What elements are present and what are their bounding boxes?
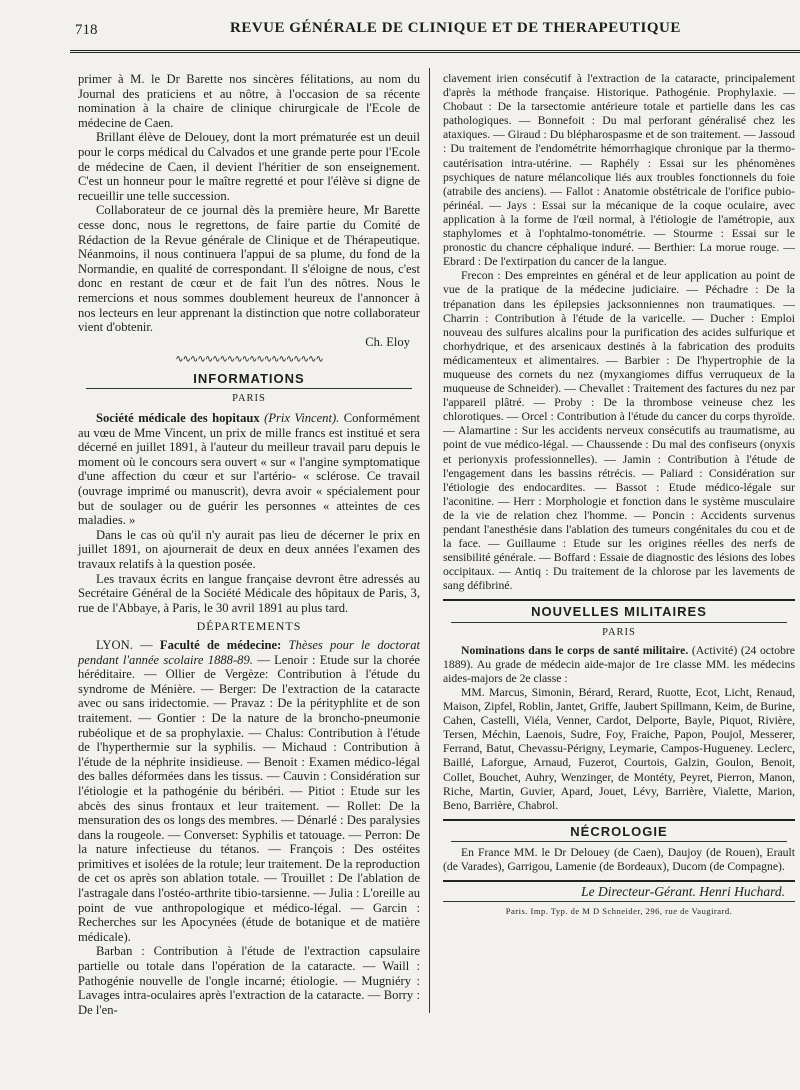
section-title-necrologie: NÉCROLOGIE (570, 823, 668, 839)
paragraph: Brillant élève de Delouey, dont la mort prématurée est un deuil pour le corps médical du Calvados et une grande perte pour l'Ecole de médecine de Caen, il devient l'héritier de son enseignement. C'est un honneur pour le maître regretté et pour l'élève si digne de recueillir une telle succession. (78, 130, 420, 203)
subsection-departements: DÉPARTEMENTS (196, 619, 302, 634)
faculty-label: Faculté de médecine: (159, 637, 282, 652)
section-rule (451, 841, 787, 842)
footer-rule (443, 901, 795, 902)
ornament-divider: ∿∿∿∿∿∿∿∿∿∿∿∿∿∿∿∿∿∿∿∿ (175, 354, 323, 366)
theses-heading: Thèses pour le doctorat pendant l'année scolaire 1888-89. (78, 637, 421, 667)
notice-lyon (78, 638, 420, 944)
header-rule (70, 50, 800, 53)
section-rule (443, 599, 795, 601)
page-number: 718 (75, 22, 98, 38)
section-rule (451, 622, 787, 623)
paragraph: Les travaux écrits en langue française devront être adressés au Secrétaire Général de la Société Médicale des hôpitaux de Paris, 3, rue de l'Abbaye, à Paris, le 30 avril 1891 au plus tard. (78, 571, 420, 615)
director-name: Le Directeur-Gérant. Henri Huchard. (581, 884, 785, 900)
necrology-text: En France MM. le Dr Delouey (de Caen), Daujoy (de Rouen), Erault (de Varades), Garrigou, Lamenie (de Bordeaux), Ducom (de Compagne). (443, 845, 795, 873)
notice-prize: (Prix Vincent). (264, 411, 340, 426)
section-rule (443, 819, 795, 821)
notice-title: Société médicale des hopitaux (96, 411, 260, 426)
city-label: LYON. — (96, 637, 153, 652)
notice-text: Conformément au vœu de Mme Vincent, un prix de mille francs est institué et sera décerné en juillet 1891, à l'auteur du meilleur travail paru depuis le moment où le concours sera ouvert « sur « l'angine symptomatique d'une affection du cœur et sur l'artério- « sclérose. Ce travail (ouvrage imprimé ou manuscrit), devra avoir « spécialement pour but de soulager ou de guérir les personnes « atteintes de ces maladies. » (78, 411, 421, 528)
paragraph: primer à M. le Dr Barette nos sincères félitations, au nom du Journal des praticiens et au nôtre, à l'occasion de sa récente nomination à la chaire de clinique chirurgicale de l'Ecole de médecine de Caen. (78, 72, 420, 130)
right-column (443, 72, 795, 918)
notice-title: Nominations dans le corps de santé militaire. (461, 643, 689, 657)
signature: Ch. Eloy (365, 334, 410, 349)
section-title-militaires: NOUVELLES MILITAIRES (531, 604, 707, 620)
paragraph: clavement irien consécutif à l'extraction de la cataracte, principalement d'après la méthode française. Historique. Pathogénie. Prophylaxie. — Chobaut : De la tarsectomie antérieure totale et partielle dans les cas pathologiques. — Bonnefoit : Du mal perforant généralisé chez les ataxiques. — Giraud : Du blépharospasme et de son traitement. — Jassoud : Du traitement de l'endométrite hémorrhagique chronique par la thermo-cautérisation intra-utérine. — Raphély : Essai sur les phénomènes psychiques de nature mélancolique liés aux troubles fonctionnels du foie (atrabile des anciens). — Fallot : Anatomie obstétricale de l'orifice pubio-périnéal. — Jays : Essai sur la mécanique de la coque oculaire, avec application à la forme de l'œil normal, à l'étiologie de l'amétropie, aux staphylomes et à l'ophtalmo-tonométrie. — Stourme : Essai sur le pronostic du chancre céphalique induré. — Berthier: La morue rouge. — Ebrard : De l'extirpation du cancer de la langue. (443, 72, 795, 269)
names-list: MM. Marcus, Simonin, Bérard, Rerard, Ruotte, Ecot, Licht, Renaud, Maison, Zipfel, Roblin, Jantet, Griffe, Jaubert Spillmann, Keim, de Burine, Cahen, Castelli, Viéla, Venner, Cardot, Delporte, Bayle, Piquot, Rivière, Tersen, Méchin, Laenois, Sudre, Foy, Fraiche, Papon, Poujol, Messerer, Ferrand, Batut, Chevassu-Périgny, Leymarie, Campos-Hugueney. Leclerc, Baillé, Laforgue, Arnaud, Fuzerot, Courtois, Galzin, Goulon, Benoit, Collet, Bouchet, Auhry, Wenzinger, de Montéty, Peyret, Pierron, Manon, Riche, Martin, Guvier, Apard, Jouet, Lévy, Barrière, Vialette, Marion, Beno, Barrière, Chabrol. (443, 685, 795, 812)
running-title: REVUE GÉNÉRALE DE CLINIQUE ET DE THERAPEUTIQUE (230, 20, 681, 36)
paragraph: Barban : Contribution à l'étude de l'extraction capsulaire partielle ou totale dans l'opération de la cataracte. — Waill : Pathogénie nouvelle de l'ongle incarné; étiologie. — Mugniéry : Lavages intra-oculaires après l'extraction de la cataracte. — Borry : De l'en- (78, 944, 420, 1017)
paragraph: Dans le cas où qu'il n'y aurait pas lieu de décerner le prix en juillet 1891, on ajournerait de deux en deux années l'examen des travaux relatifs à la question posée. (78, 527, 420, 571)
left-column (78, 72, 420, 1017)
notice-societe-medicale (78, 411, 420, 528)
subsection-paris: PARIS (232, 393, 266, 405)
notice-nominations (443, 644, 795, 686)
director-signature (443, 885, 785, 899)
column-divider (429, 68, 430, 1013)
section-rule (86, 388, 412, 389)
printer-line: Paris. Imp. Typ. de M D Schneider, 296, rue de Vaugirard. (505, 906, 733, 917)
footer-rule (443, 880, 795, 882)
section-title-informations: INFORMATIONS (193, 370, 305, 386)
subsection-paris: PARIS (602, 626, 636, 638)
theses-list: — Lenoir : Etude sur la chorée héréditaire. — Ollier de Vergèze: Contribution à l'étude du syndrome de Ménière. — Berger: De l'extraction de la cataracte avec ou sans iridectomie. — Pravaz : De la pérityphlite et de son traitement. — Gontier : De la nature de la broncho-pneumonie rubéolique et de sa prophylaxie. — Chalus: Contribution à l'étude de l'hyperthermie sur la syphilis. — Michaud : Contribution à l'étude de la néphrite insidieuse. — Benoit : Examen médico-légal des balles déformées dans les tissus. — Cauvin : Considération sur l'étiologie et la pathogénie du béribéri. — Pitiot : Etude sur les abcès des sinus frontaux et leur traitement. — Rollet: De la mensuration des os longs des membres. — Dénarlé : Des paralysies dans la rougeole. — Converset: Syphilis et tatouage. — Perron: De la nature infectieuse du tétanos. — François : Des ostéites primitives et isolées de la rotule; leur traitement. De la reproduction de cet os après son ablation totale. — Trouillet : De l'ablation de l'astragale dans l'ostéo-arthrite tibio-tarsienne. — Julia : L'oreille au point de vue anthropologique et médico-légal. — Garcin : Recherches sur les Apocynées (étude de botanique et de matière médicale). (78, 652, 420, 944)
paragraph: Collaborateur de ce journal dès la première heure, Mr Barette cesse donc, nous le regrettons, de faire partie du Comité de Rédaction de la Revue générale de Clinique et de Thérapeutique. Néanmoins, il nous continuera l'appui de sa plume, du fond de la Normandie, en qualité de correspondant. Il s'éloigne de nous, c'est donc en restant de cœur et de fait l'un des nôtres. Nous le remercions et nous sommes doublement heureux de l'annoncer à nos lecteurs en leur apprenant la distinction que notre collaborateur vient d'obtenir. (78, 203, 420, 335)
paragraph: Frecon : Des empreintes en général et de leur application au point de vue de la pratique de la médecine judiciaire. — Péchadre : De la trépanation dans les épilepsies jacksonniennes non traumatiques. — Charrin : Contribution à l'étude de la varicelle. — Ducher : Emploi nouveau des sulfures alcalins pour la purification des acides sulfurique et chorhydrique, et des arsenicaux destinés à la fabrication des produits médicamenteux et alimentaires. — Barbier : De l'hypertrophie de la muqueuse des cornets du nez (myxangiomes diffus verruqueux de la muqueuse de Schneider). — Chevallet : Traitement des factures du nez par l'appareil plâtré. — Proby : De la thrombose veineuse chez les chlorotiques. — Orcel : Contribution à l'étude du cancer du corps thyroïde. — Alamartine : Sur les accidents nerveux consécutifs au traumatisme, au point de vue médico-légal. — Chaussende : Du mal des confiseurs (onyxis et perionyxis professionnelles). — Jamin : Contribution à l'étude de l'engagement dans les bassins rétrécis. — Paliard : Considération sur l'étiologie des endocardites. — Bassot : Etude médico-légale sur l'aconitine. — Herr : Morphologie et fonction dans le système musculaire de la vie de relation chez l'homme. — Poncin : Accidents survenus pendant l'anesthésie dans l'ablation des tumeurs congénitales du cou et de la face. — Guillaume : Etude sur les origines réelles des nerfs de sensibilité générale. — Boffard : Essaie de diagnostic des lésions des lobes occipitaux. — Antiq : Du traitement de la chlorose par les lavements de sang défibriné. (443, 269, 795, 593)
notice-text: (Activité) (24 octobre 1889). Au grade de médecin aide-major de 1re classe MM. les médecins aides-majors de 2e classe : (443, 643, 795, 685)
